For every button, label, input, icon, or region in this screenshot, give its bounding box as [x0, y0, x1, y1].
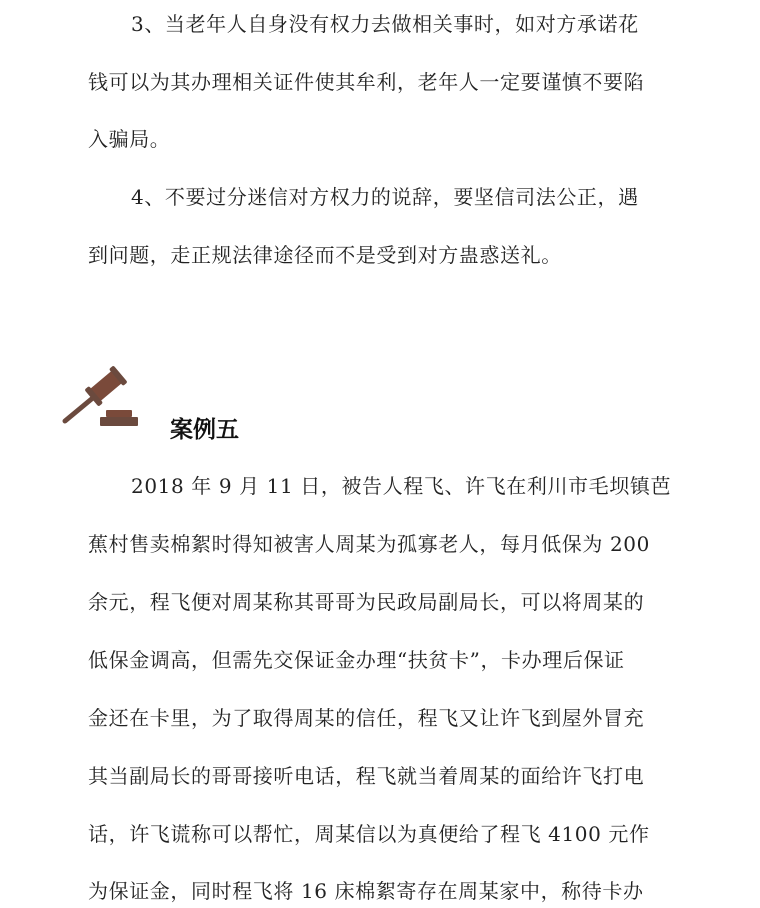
paragraph-line: 入骗局。 [88, 127, 171, 151]
paragraph-line: 蕉村售卖棉絮时得知被害人周某为孤寡老人，每月低保为 200 [88, 532, 650, 556]
paragraph-line: 为保证金，同时程飞将 16 床棉絮寄存在周某家中，称待卡办 [88, 879, 644, 903]
paragraph-line: 低保金调高，但需先交保证金办理“扶贫卡”，卡办理后保证 [88, 648, 625, 672]
paragraph-line: 钱可以为其办理相关证件使其牟利，老年人一定要谨慎不要陷 [88, 70, 645, 94]
paragraph-line: 2018 年 9 月 11 日，被告人程飞、许飞在利川市毛坝镇芭 [131, 474, 672, 498]
gavel-icon [60, 362, 144, 428]
paragraph-line: 话，许飞谎称可以帮忙，周某信以为真便给了程飞 4100 元作 [88, 822, 650, 846]
case-title: 案例五 [170, 417, 239, 443]
paragraph-line: 到问题，走正规法律途径而不是受到对方蛊惑送礼。 [88, 243, 562, 267]
paragraph-line: 金还在卡里，为了取得周某的信任，程飞又让许飞到屋外冒充 [88, 706, 645, 730]
paragraph-line: 余元，程飞便对周某称其哥哥为民政局副局长，可以将周某的 [88, 590, 645, 614]
paragraph-line: 3、当老年人自身没有权力去做相关事时，如对方承诺花 [131, 12, 639, 36]
paragraph-line: 其当副局长的哥哥接听电话，程飞就当着周某的面给许飞打电 [88, 764, 645, 788]
paragraph-line: 4、不要过分迷信对方权力的说辞，要坚信司法公正，遇 [131, 185, 639, 209]
